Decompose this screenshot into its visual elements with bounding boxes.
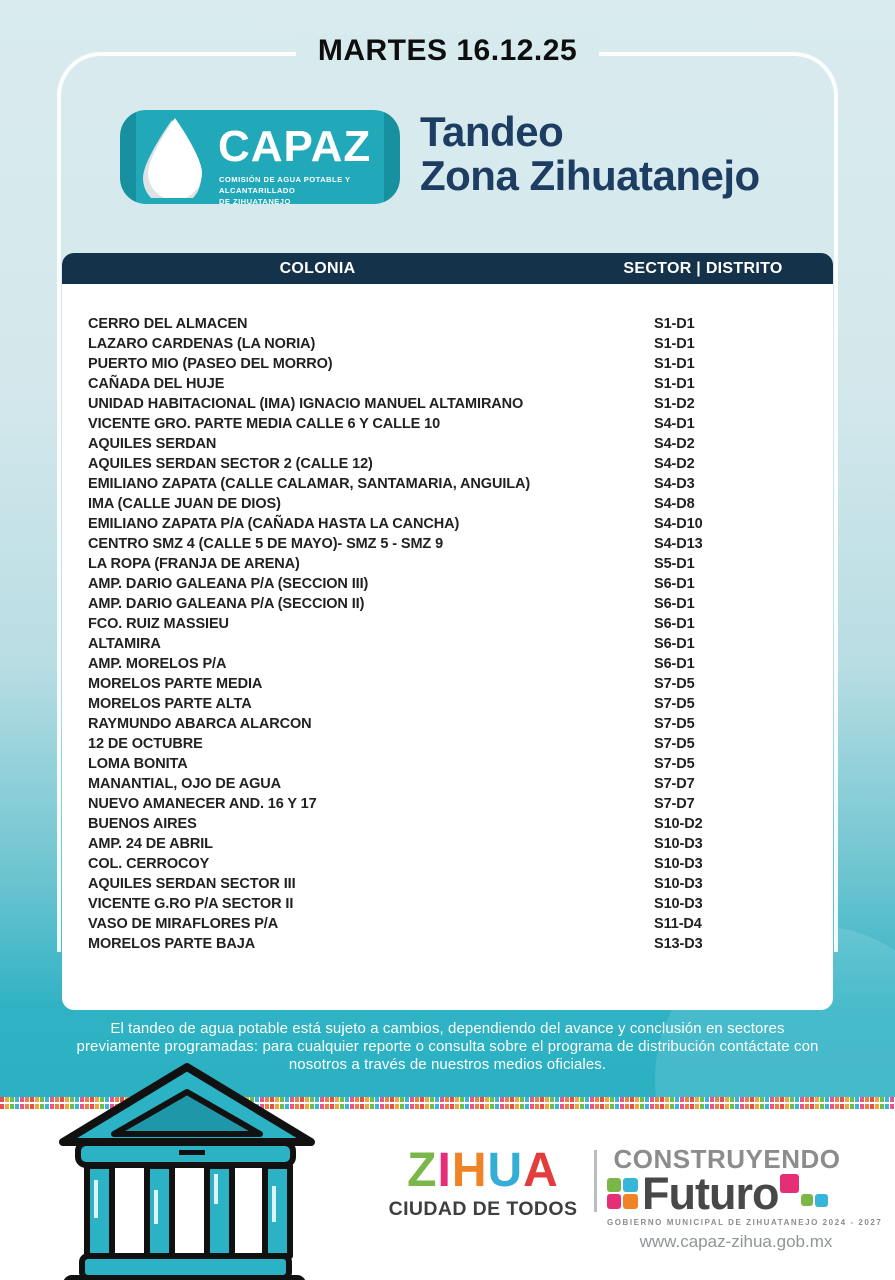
capaz-wordmark: CAPAZ: [218, 122, 372, 171]
sector-distrito-cell: S7-D7: [654, 776, 695, 792]
table-row: [62, 434, 833, 454]
gobierno-caption: GOBIERNO MUNICIPAL DE ZIHUATANEJO 2024 - 2027: [607, 1218, 883, 1227]
table-row: [62, 914, 833, 934]
table-row: [62, 554, 833, 574]
sector-distrito-cell: S4-D1: [654, 416, 695, 432]
sector-distrito-cell: S4-D2: [654, 456, 695, 472]
column-header-colonia: COLONIA: [279, 259, 356, 277]
table-row: [62, 734, 833, 754]
date-text: MARTES 16.12.25: [296, 34, 599, 68]
colonia-cell: LA ROPA (FRANJA DE ARENA): [88, 556, 300, 572]
title-line-2: Zona Zihuatanejo: [420, 152, 760, 199]
zihua-tagline: CIUDAD DE TODOS: [388, 1198, 578, 1220]
table-row: [62, 634, 833, 654]
sector-distrito-cell: S7-D5: [654, 736, 695, 752]
table-row: [62, 494, 833, 514]
colonia-cell: AMP. DARIO GALEANA P/A (SECCION III): [88, 576, 369, 592]
sector-distrito-cell: S10-D3: [654, 876, 703, 892]
construyendo-text: CONSTRUYENDO: [613, 1144, 841, 1174]
colonia-cell: IMA (CALLE JUAN DE DIOS): [88, 496, 281, 512]
sector-distrito-cell: S10-D3: [654, 836, 703, 852]
table-row: [62, 774, 833, 794]
colonia-cell: ALTAMIRA: [88, 636, 161, 652]
zihua-logo: [387, 1144, 579, 1221]
colonia-cell: MORELOS PARTE ALTA: [88, 696, 252, 712]
mosaic-square: [801, 1194, 813, 1206]
zihua-letter: U: [487, 1144, 524, 1197]
mosaic-square: [607, 1178, 621, 1192]
sector-distrito-cell: S4-D10: [654, 516, 703, 532]
sector-distrito-cell: S11-D4: [654, 916, 702, 932]
table-row: [62, 594, 833, 614]
table-row: [62, 454, 833, 474]
futuro-row: [607, 1168, 847, 1219]
colonia-cell: MORELOS PARTE MEDIA: [88, 676, 263, 692]
column-header-sector: SECTOR | DISTRITO: [623, 259, 783, 277]
table-row: [62, 694, 833, 714]
water-drop-icon: [136, 118, 208, 198]
capaz-logo: [120, 110, 400, 204]
mosaic-square: [815, 1194, 828, 1207]
table-row: [62, 854, 833, 874]
table-row: [62, 814, 833, 834]
sector-distrito-cell: S4-D2: [654, 436, 695, 452]
sector-distrito-cell: S6-D1: [654, 596, 695, 612]
table-row: [62, 394, 833, 414]
table-row: [62, 934, 833, 954]
colonia-cell: COL. CERROCOY: [88, 856, 210, 872]
table-row: [62, 834, 833, 854]
zihua-letter: Z: [407, 1144, 438, 1197]
mosaic-square: [780, 1174, 799, 1193]
table-body: [62, 284, 833, 954]
mosaic-square: [607, 1194, 621, 1209]
colonia-cell: BUENOS AIRES: [88, 816, 197, 832]
sector-distrito-cell: S7-D7: [654, 796, 695, 812]
sector-distrito-cell: S6-D1: [654, 576, 695, 592]
sector-distrito-cell: S10-D3: [654, 856, 703, 872]
table-row: [62, 794, 833, 814]
colonia-cell: LOMA BONITA: [88, 756, 188, 772]
mosaic-square: [623, 1178, 638, 1192]
table-row: [62, 314, 833, 334]
table-row: [62, 514, 833, 534]
table-row: [62, 714, 833, 734]
colonia-cell: LAZARO CARDENAS (LA NORIA): [88, 336, 316, 352]
page-title: [420, 110, 760, 198]
table-row: [62, 374, 833, 394]
sector-distrito-cell: S5-D1: [654, 556, 695, 572]
title-line-1: Tandeo: [420, 108, 564, 155]
sector-distrito-cell: S1-D1: [654, 376, 695, 392]
zihua-letter: I: [437, 1144, 452, 1197]
colonia-cell: AQUILES SERDAN SECTOR III: [88, 876, 296, 892]
colonia-cell: NUEVO AMANECER AND. 16 Y 17: [88, 796, 317, 812]
table-row: [62, 534, 833, 554]
table-row: [62, 754, 833, 774]
table-row: [62, 334, 833, 354]
colonia-cell: CENTRO SMZ 4 (CALLE 5 DE MAYO)- SMZ 5 - SMZ 9: [88, 536, 444, 552]
table-row: [62, 674, 833, 694]
sector-distrito-cell: S1-D1: [654, 336, 695, 352]
sector-distrito-cell: S1-D1: [654, 356, 695, 372]
building-icon: [52, 1062, 317, 1280]
sector-distrito-cell: S7-D5: [654, 696, 695, 712]
zihua-wordmark: [387, 1144, 579, 1197]
colonia-cell: VASO DE MIRAFLORES P/A: [88, 916, 279, 932]
sector-distrito-cell: S7-D5: [654, 756, 695, 772]
table-header: [62, 253, 833, 284]
colonia-cell: CERRO DEL ALMACEN: [88, 316, 248, 332]
footer-divider: [594, 1150, 597, 1212]
colonia-cell: MANANTIAL, OJO DE AGUA: [88, 776, 282, 792]
colonia-cell: AQUILES SERDAN: [88, 436, 217, 452]
website-url: www.capaz-zihua.gob.mx: [639, 1232, 833, 1251]
mosaic-squares-left: [607, 1178, 640, 1210]
sector-distrito-cell: S6-D1: [654, 656, 695, 672]
sector-distrito-cell: S10-D2: [654, 816, 703, 832]
table-row: [62, 354, 833, 374]
table-row: [62, 414, 833, 434]
colonia-cell: AMP. 24 DE ABRIL: [88, 836, 213, 852]
schedule-table: [62, 253, 833, 1010]
colonia-cell: EMILIANO ZAPATA P/A (CAÑADA HASTA LA CANCHA): [88, 516, 460, 532]
table-row: [62, 614, 833, 634]
table-row: [62, 474, 833, 494]
colonia-cell: MORELOS PARTE BAJA: [88, 936, 256, 952]
colonia-cell: FCO. RUIZ MASSIEU: [88, 616, 229, 632]
sector-distrito-cell: S10-D3: [654, 896, 703, 912]
sector-distrito-cell: S1-D2: [654, 396, 695, 412]
table-row: [62, 654, 833, 674]
sector-distrito-cell: S4-D8: [654, 496, 695, 512]
zihua-letter: H: [451, 1144, 488, 1197]
sector-distrito-cell: S4-D13: [654, 536, 703, 552]
colonia-cell: 12 DE OCTUBRE: [88, 736, 203, 752]
mosaic-squares-right: [780, 1174, 830, 1208]
mosaic-square: [623, 1194, 638, 1209]
futuro-text: Futuro: [642, 1168, 779, 1219]
sector-distrito-cell: S4-D3: [654, 476, 695, 492]
sector-distrito-cell: S6-D1: [654, 636, 695, 652]
colonia-cell: VICENTE G.RO P/A SECTOR II: [88, 896, 294, 912]
sector-distrito-cell: S6-D1: [654, 616, 695, 632]
disclaimer-text: El tandeo de agua potable está sujeto a cambios, dependiendo del avance y conclusión en sectores previamente programadas: para cualquier reporte o consulta sobre el programa de distribución contáctate con nosotros a través de nuestros medios oficiales.: [76, 1020, 819, 1073]
colonia-cell: AMP. MORELOS P/A: [88, 656, 227, 672]
construyendo-futuro-logo: [607, 1144, 883, 1227]
zihua-letter: A: [523, 1144, 559, 1197]
sector-distrito-cell: S7-D5: [654, 676, 695, 692]
colonia-cell: AQUILES SERDAN SECTOR 2 (CALLE 12): [88, 456, 373, 472]
sector-distrito-cell: S1-D1: [654, 316, 695, 332]
table-row: [62, 894, 833, 914]
colonia-cell: CAÑADA DEL HUJE: [88, 376, 225, 392]
colonia-cell: EMILIANO ZAPATA (CALLE CALAMAR, SANTAMARIA, ANGUILA): [88, 476, 531, 492]
colonia-cell: PUERTO MIO (PASEO DEL MORRO): [88, 356, 333, 372]
colonia-cell: AMP. DARIO GALEANA P/A (SECCION II): [88, 596, 365, 612]
colonia-cell: VICENTE GRO. PARTE MEDIA CALLE 6 Y CALLE 10: [88, 416, 441, 432]
colonia-cell: RAYMUNDO ABARCA ALARCON: [88, 716, 312, 732]
sector-distrito-cell: S13-D3: [654, 936, 703, 952]
colonia-cell: UNIDAD HABITACIONAL (IMA) IGNACIO MANUEL ALTAMIRANO: [88, 396, 524, 412]
capaz-caption: COMISIÓN DE AGUA POTABLE Y ALCANTARILLADO DE ZIHUATANEJO: [219, 175, 351, 206]
sector-distrito-cell: S7-D5: [654, 716, 695, 732]
table-row: [62, 574, 833, 594]
table-row: [62, 874, 833, 894]
date-banner: [0, 34, 895, 68]
